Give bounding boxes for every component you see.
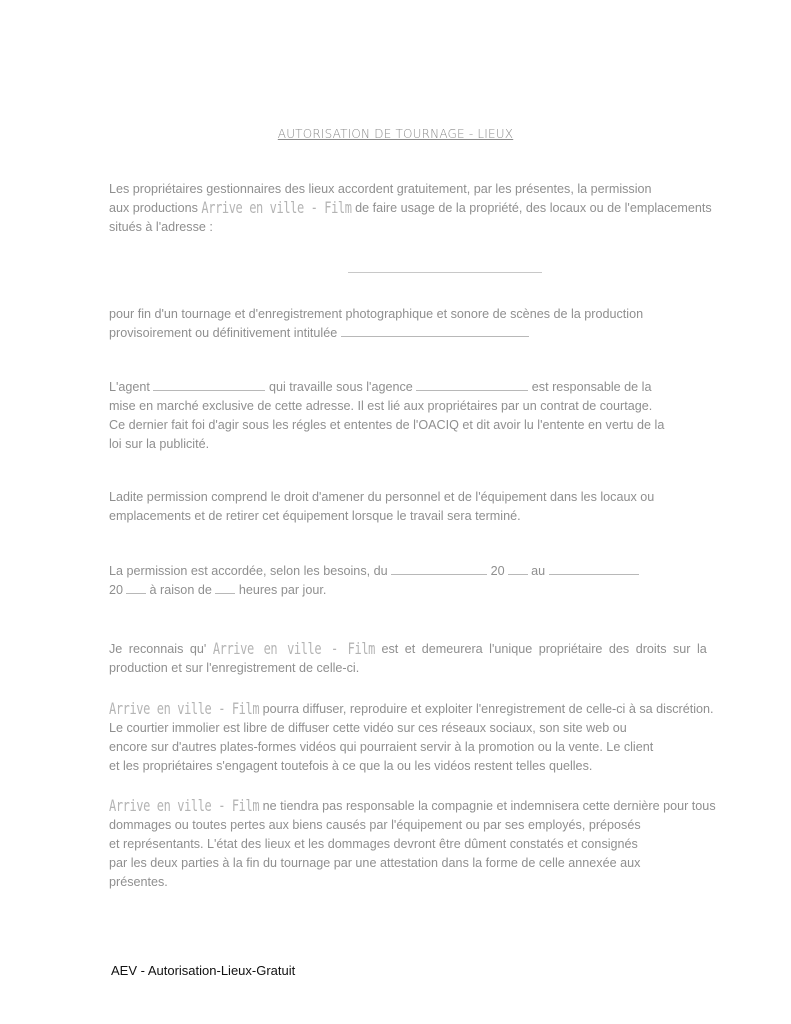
text-line: emplacements et de retirer cet équipement lorsque le travail sera terminé.	[109, 509, 521, 523]
hours-blank[interactable]	[215, 582, 235, 594]
text-fragment: heures par jour.	[238, 583, 327, 597]
text-line: pour fin d'un tournage et d'enregistrement photographique et sonore de scènes de la production	[109, 307, 644, 321]
document-title: AUTORISATION DE TOURNAGE - LIEUX	[277, 127, 514, 141]
text-fragment: au	[531, 564, 546, 578]
brand-name: Arrive en ville - Film	[201, 198, 352, 218]
end-date-blank[interactable]	[549, 563, 639, 575]
text-line: mise en marché exclusive de cette adresse. Il est lié aux propriétaires par un contrat de courtage.	[109, 399, 653, 413]
text-fragment: L'agent	[109, 380, 150, 394]
paragraph-agent	[109, 378, 683, 454]
text-fragment: est et demeurera l'unique propriétaire des droits sur la	[381, 642, 707, 656]
text-fragment: qui travaille sous l'agence	[268, 380, 413, 394]
text-line	[109, 699, 714, 719]
text-line: Le courtier immolier est libre de diffuser cette vidéo sur ces réseaux sociaux, son site web ou	[109, 721, 627, 735]
brand-name: Arrive en ville - Film	[212, 639, 375, 659]
text-fragment: aux productions	[109, 201, 198, 215]
text-line: Ce dernier fait foi d'agir sous les régles et ententes de l'OACIQ et dit avoir lu l'entente en vertu de la	[109, 418, 665, 432]
paragraph-production	[109, 305, 683, 343]
agent-name-blank[interactable]	[153, 379, 265, 391]
text-fragment: à raison de	[149, 583, 212, 597]
text-fragment: ne tiendra pas responsable la compagnie et indemnisera cette dernière pour tous	[262, 799, 716, 813]
text-fragment: 20	[109, 583, 124, 597]
text-fragment: pourra diffuser, reproduire et exploiter l'enregistrement de celle-ci à sa discrétion.	[262, 702, 714, 716]
text-fragment: Je reconnais qu'	[109, 642, 207, 656]
text-line	[109, 639, 707, 659]
text-fragment: de faire usage de la propriété, des locaux ou de l'emplacements	[355, 201, 712, 215]
text-line	[109, 198, 712, 218]
paragraph-liability	[109, 796, 716, 892]
paragraph-permission	[109, 180, 712, 237]
text-line: Les propriétaires gestionnaires des lieux accordent gratuitement, par les présentes, la permission	[109, 182, 652, 196]
text-line: encore sur d'autres plates-formes vidéos qui pourraient servir à la promotion ou la vente. Le client	[109, 740, 654, 754]
end-year-blank[interactable]	[126, 582, 146, 594]
text-line	[109, 324, 683, 343]
brand-name: Arrive en ville - Film	[109, 796, 260, 816]
text-fragment: 20	[490, 564, 505, 578]
text-line: loi sur la publicité.	[109, 437, 210, 451]
production-title-blank[interactable]	[341, 325, 529, 337]
document-footer: AEV - Autorisation-Lieux-Gratuit	[111, 963, 296, 978]
text-line: Ladite permission comprend le droit d'amener du personnel et de l'équipement dans les locaux ou	[109, 490, 655, 504]
text-line: et représentants. L'état des lieux et les dommages devront être dûment constatés et consignés	[109, 837, 638, 851]
text-line: présentes.	[109, 875, 168, 889]
address-blank-line[interactable]	[348, 272, 542, 273]
text-line: et les propriétaires s'engagent toutefois à ce que la ou les vidéos restent telles quelles.	[109, 759, 593, 773]
text-line: production et sur l'enregistrement de celle-ci.	[109, 661, 360, 675]
text-fragment: La permission est accordée, selon les besoins, du	[109, 564, 388, 578]
paragraph-equipment	[109, 488, 683, 526]
agency-name-blank[interactable]	[416, 379, 528, 391]
paragraph-dates	[109, 562, 683, 600]
text-line	[109, 796, 716, 816]
brand-name: Arrive en ville - Film	[109, 699, 260, 719]
start-year-blank[interactable]	[508, 563, 528, 575]
text-fragment: provisoirement ou définitivement intitulée	[109, 326, 338, 340]
paragraph-rights	[109, 639, 707, 678]
paragraph-diffusion	[109, 699, 714, 776]
text-line	[109, 378, 683, 397]
text-line	[109, 581, 683, 600]
text-line	[109, 562, 683, 581]
text-line: situés à l'adresse :	[109, 220, 213, 234]
start-date-blank[interactable]	[391, 563, 487, 575]
text-fragment: est responsable de la	[531, 380, 652, 394]
text-line: par les deux parties à la fin du tournage par une attestation dans la forme de celle annexée aux	[109, 856, 641, 870]
text-line: dommages ou toutes pertes aux biens causés par l'équipement ou par ses employés, préposés	[109, 818, 641, 832]
